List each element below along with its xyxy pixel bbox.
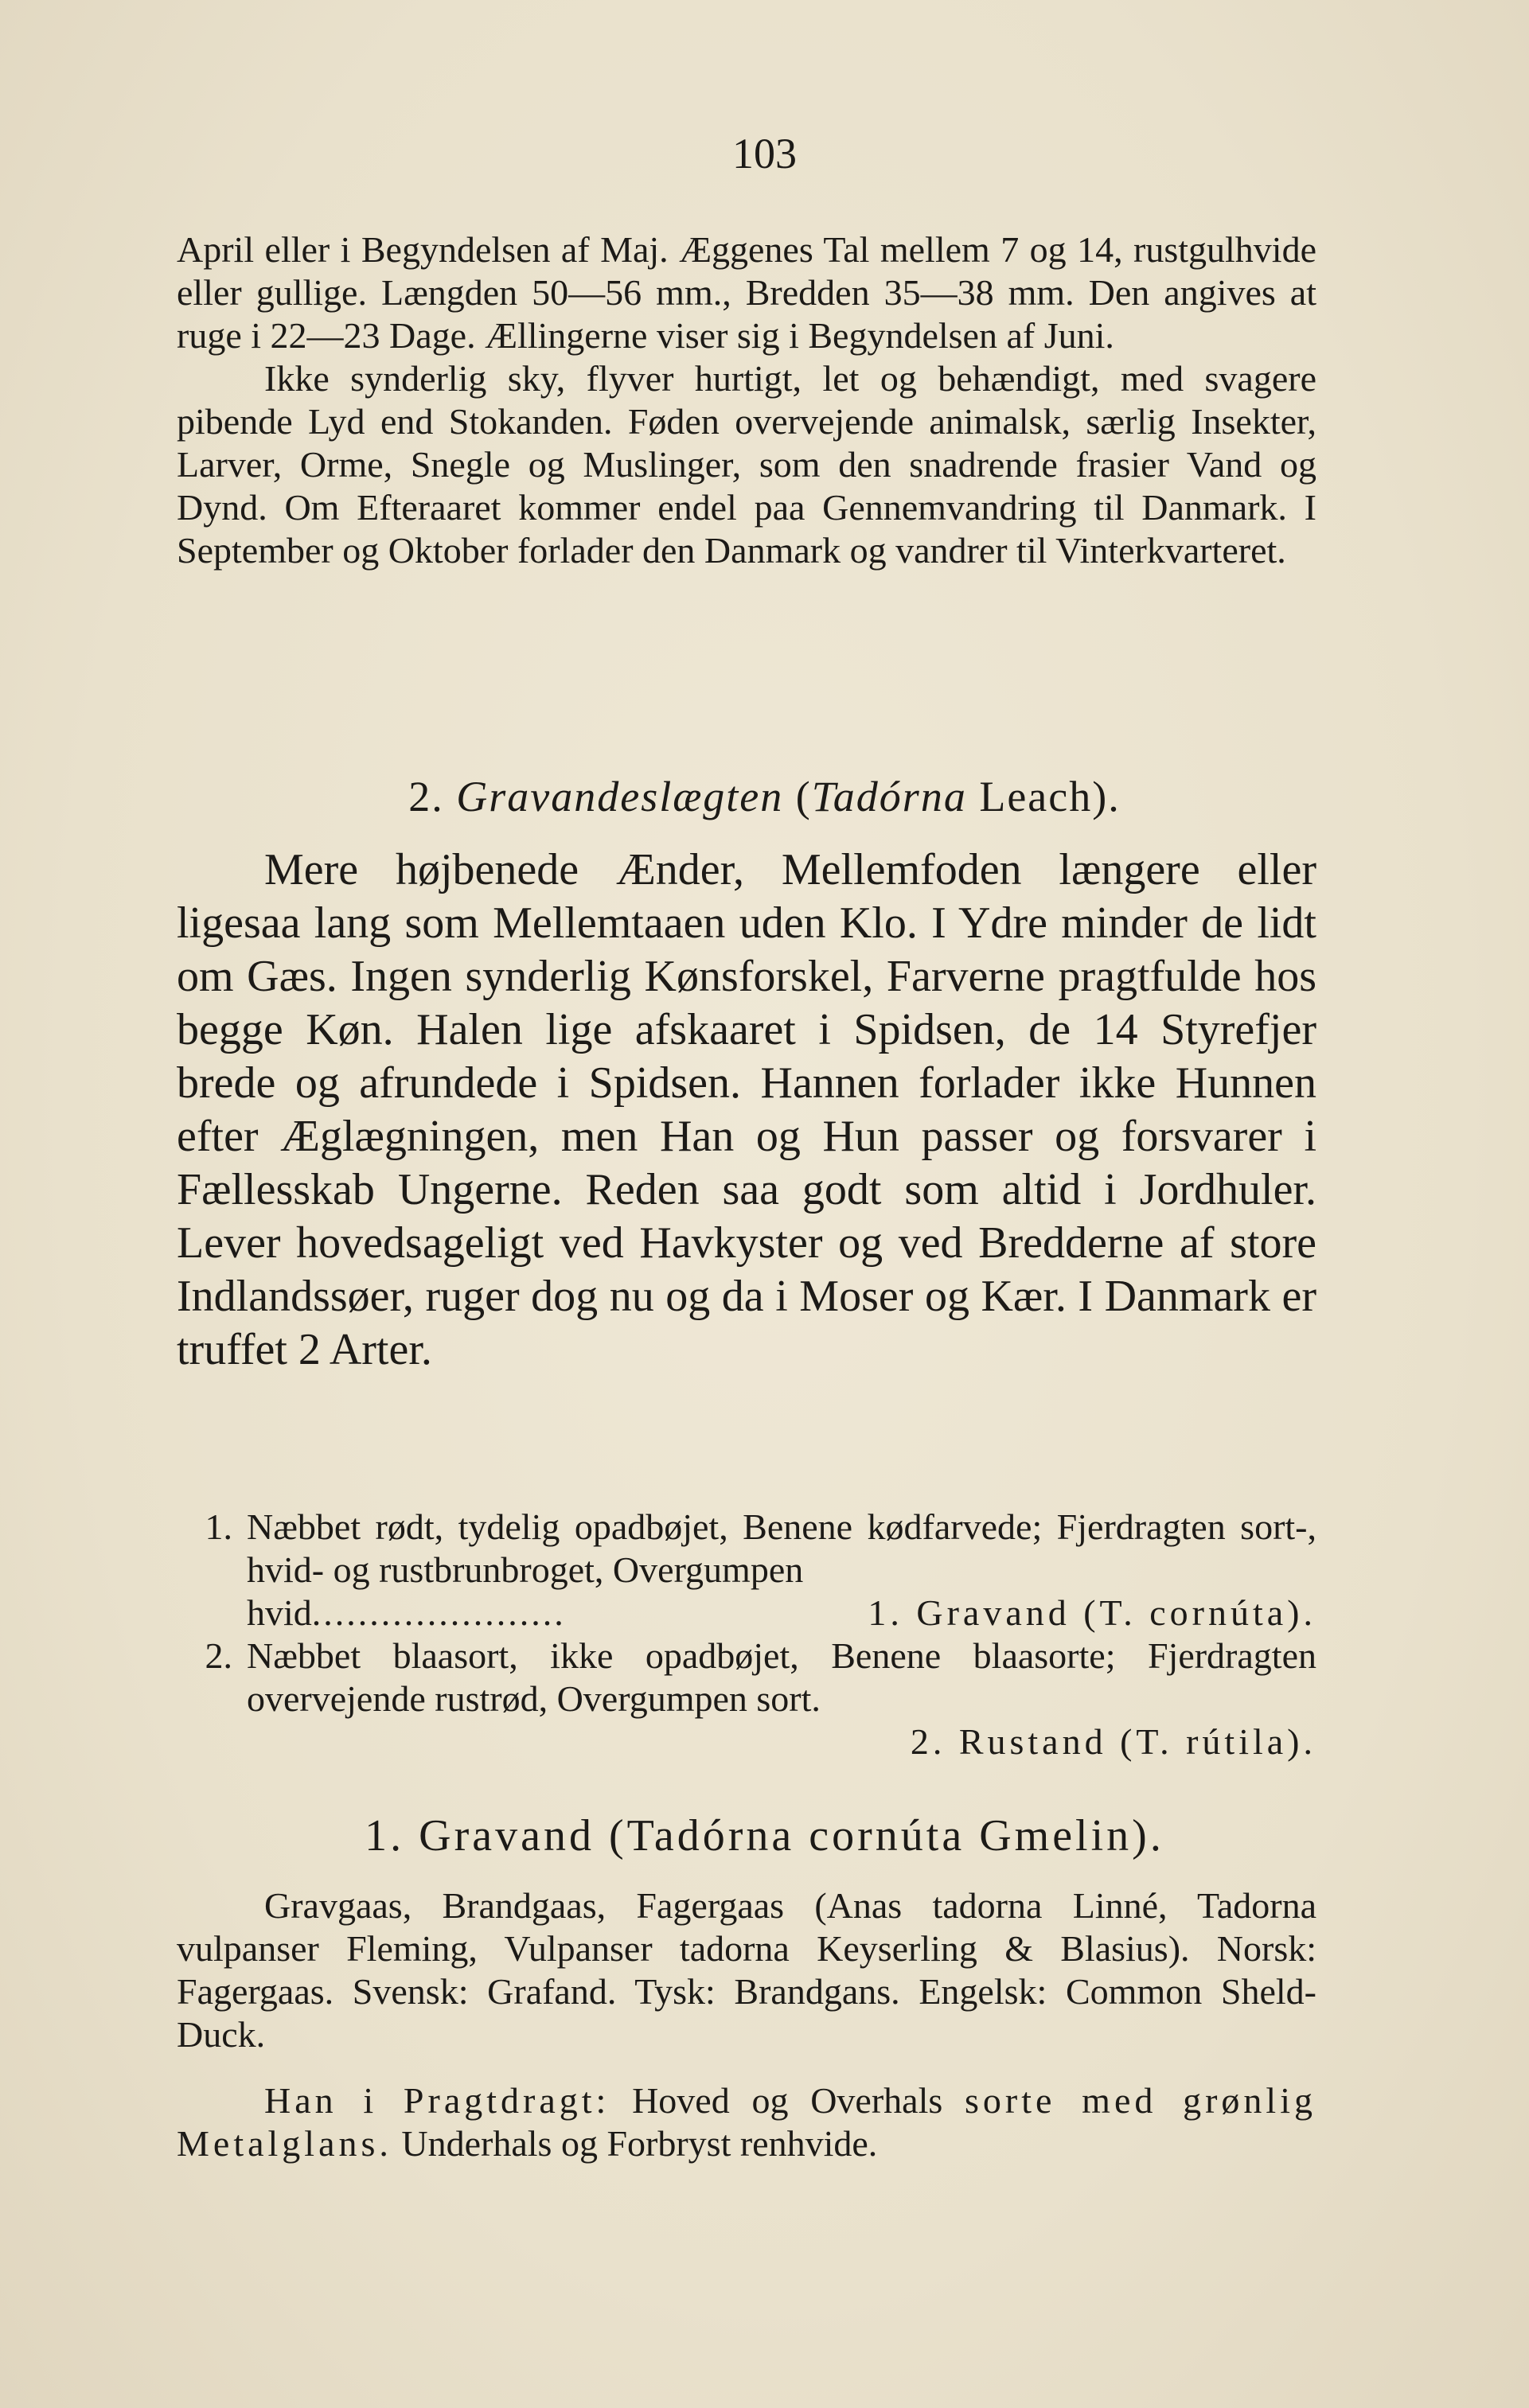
- genus-latin: Tadórna: [811, 773, 967, 820]
- plumage-paragraph: [177, 2079, 1316, 2165]
- intro-paragraph-1: April eller i Begyndelsen af Maj. Æggenes Tal mellem 7 og 14, rustgulhvide eller gullige. Længden 50—56 mm., Bredden 35—38 mm. Den angives at ruge i 22—23 Dage. Ællingerne viser sig i Begyndelsen af Juni.: [177, 229, 1316, 356]
- key-result-line: [247, 1592, 1316, 1635]
- genus-heading: [0, 772, 1529, 821]
- identification-key: [177, 1506, 1316, 1763]
- intro-text: [177, 228, 1316, 572]
- key-entry-1: [177, 1506, 1316, 1635]
- species-synonyms-block: [177, 1884, 1316, 2056]
- plumage-part-b: sorte med grønlig Metalglans.: [177, 2080, 1316, 2164]
- key-number: 2.: [205, 1635, 232, 1676]
- plumage-block: [177, 2079, 1316, 2165]
- genus-description-block: [177, 844, 1316, 1377]
- key-result: 1. Gravand (T. cornúta).: [868, 1592, 1316, 1633]
- genus-author: Leach).: [979, 773, 1121, 820]
- genus-name: Gravandeslægten: [456, 773, 784, 820]
- plumage-rest: Underhals og Forbryst renhvide.: [401, 2123, 878, 2164]
- genus-number: 2.: [408, 773, 444, 820]
- plumage-part-a: Hoved og Overhals: [632, 2080, 943, 2121]
- species-heading: 1. Gravand (Tadórna cornúta Gmelin).: [365, 1811, 1164, 1861]
- key-entry-2: [177, 1635, 1316, 1763]
- species-synonyms: Gravgaas, Brandgaas, Fagergaas (Anas tadorna Linné, Tadorna vulpanser Fleming, Vulpanser tadorna Keyserling & Blasius). Norsk: Fagergaas. Svensk: Grafand. Tysk: Brandgans. Engelsk: Common Sheld-Duck.: [177, 1885, 1316, 2055]
- plumage-label: Han i Pragtdragt:: [264, 2080, 610, 2121]
- intro-paragraph-2: Ikke synderlig sky, flyver hurtigt, let og behændigt, med svagere pibende Lyd end Stokanden. Føden overvejende animalsk, særlig Insekter, Larver, Orme, Snegle og Muslinger, som den snadrende frasier Vand og Dynd. Om Efteraaret kommer endel paa Gennemvandring til Danmark. I September og Oktober forlader den Danmark og vandrer til Vinterkvarteret.: [177, 358, 1316, 571]
- genus-open-paren: (: [795, 773, 812, 820]
- key-number: 1.: [205, 1506, 232, 1547]
- key-leader-dots: ......................: [311, 1592, 566, 1633]
- page-number: 103: [732, 130, 797, 177]
- key-description: Næbbet rødt, tydelig opadbøjet, Benene kødfarvede; Fjerdragten sort-, hvid- og rustbrunbroget, Overgumpen: [247, 1506, 1316, 1590]
- genus-description: Mere højbenede Ænder, Mellemfoden længere eller ligesaa lang som Mellemtaaen uden Klo. I Ydre minder de lidt om Gæs. Ingen synderlig Kønsforskel, Farverne pragtfulde hos begge Køn. Halen lige afskaaret i Spidsen, de 14 Styrefjer brede og afrundede i Spidsen. Hannen forlader ikke Hunnen efter Æglægningen, men Han og Hun passer og forsvarer i Fællesskab Ungerne. Reden saa godt som altid i Jordhuler. Lever hovedsageligt ved Havkyster og ved Bredderne af store Indlandssøer, ruger dog nu og da i Moser og Kær. I Danmark er truffet 2 Arter.: [177, 845, 1316, 1374]
- key-tail: hvid: [247, 1592, 312, 1633]
- key-text: [247, 1635, 1316, 1763]
- key-description: Næbbet blaasort, ikke opadbøjet, Benene blaasorte; Fjerdragten overvejende rustrød, Overgumpen sort.: [247, 1635, 1316, 1719]
- key-text: [247, 1506, 1316, 1635]
- key-result: 2. Rustand (T. rútila).: [910, 1721, 1316, 1762]
